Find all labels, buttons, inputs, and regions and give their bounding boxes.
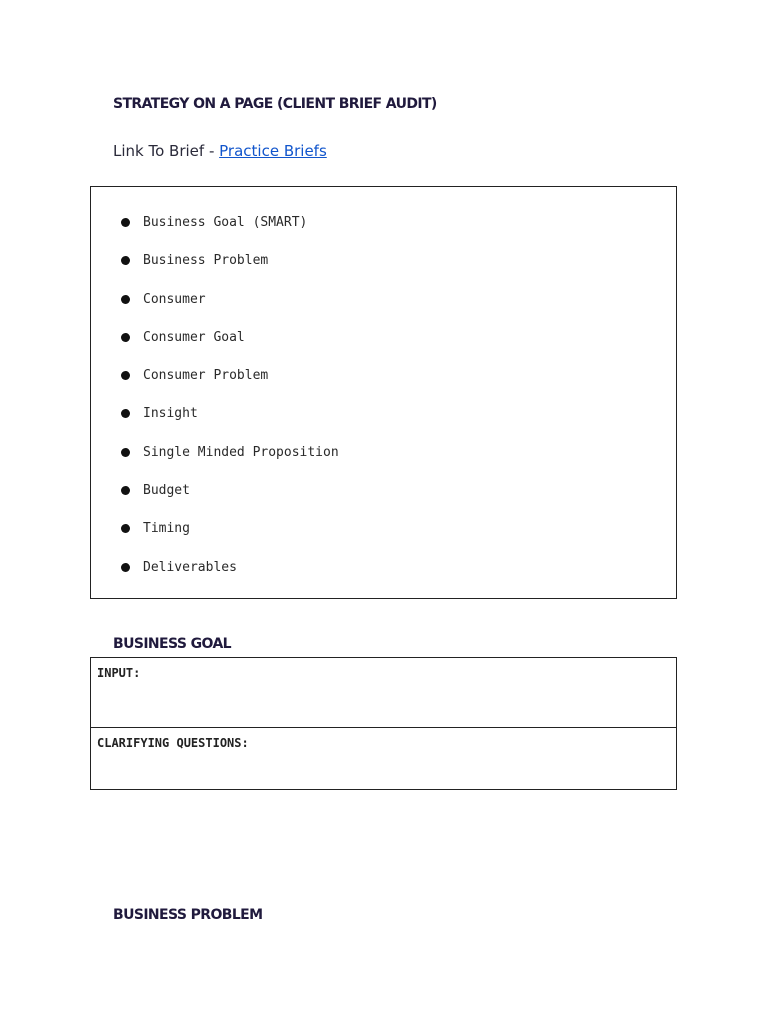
page-title: STRATEGY ON A PAGE (CLIENT BRIEF AUDIT) bbox=[113, 96, 437, 112]
clarifying-questions-field[interactable] bbox=[91, 727, 676, 789]
checklist-item: Consumer bbox=[91, 288, 676, 326]
business-goal-table bbox=[90, 657, 677, 790]
checklist-item: Timing bbox=[91, 517, 676, 555]
checklist-item: Single Minded Proposition bbox=[91, 441, 676, 479]
practice-briefs-link[interactable]: Practice Briefs bbox=[219, 142, 327, 160]
checklist-item: Business Goal (SMART) bbox=[91, 211, 676, 249]
bullet-icon bbox=[121, 524, 130, 533]
bullet-icon bbox=[121, 218, 130, 227]
checklist-item: Consumer Problem bbox=[91, 364, 676, 402]
checklist-item: Consumer Goal bbox=[91, 326, 676, 364]
brief-link-line bbox=[113, 142, 327, 160]
bullet-icon bbox=[121, 563, 130, 572]
business-problem-heading: BUSINESS PROBLEM bbox=[113, 907, 263, 923]
checklist-item: Business Problem bbox=[91, 249, 676, 287]
bullet-icon bbox=[121, 295, 130, 304]
brief-checklist-box bbox=[90, 186, 677, 599]
bullet-icon bbox=[121, 409, 130, 418]
clarifying-questions-label: CLARIFYING QUESTIONS: bbox=[97, 736, 249, 750]
input-field[interactable] bbox=[91, 658, 676, 727]
bullet-icon bbox=[121, 333, 130, 342]
bullet-icon bbox=[121, 448, 130, 457]
bullet-icon bbox=[121, 371, 130, 380]
checklist-item: Budget bbox=[91, 479, 676, 517]
input-label: INPUT: bbox=[97, 666, 141, 680]
bullet-icon bbox=[121, 256, 130, 265]
brief-checklist bbox=[91, 211, 676, 594]
bullet-icon bbox=[121, 486, 130, 495]
checklist-item: Insight bbox=[91, 402, 676, 440]
checklist-item: Deliverables bbox=[91, 556, 676, 594]
business-goal-heading: BUSINESS GOAL bbox=[113, 636, 231, 652]
brief-link-prefix: Link To Brief - bbox=[113, 142, 220, 160]
